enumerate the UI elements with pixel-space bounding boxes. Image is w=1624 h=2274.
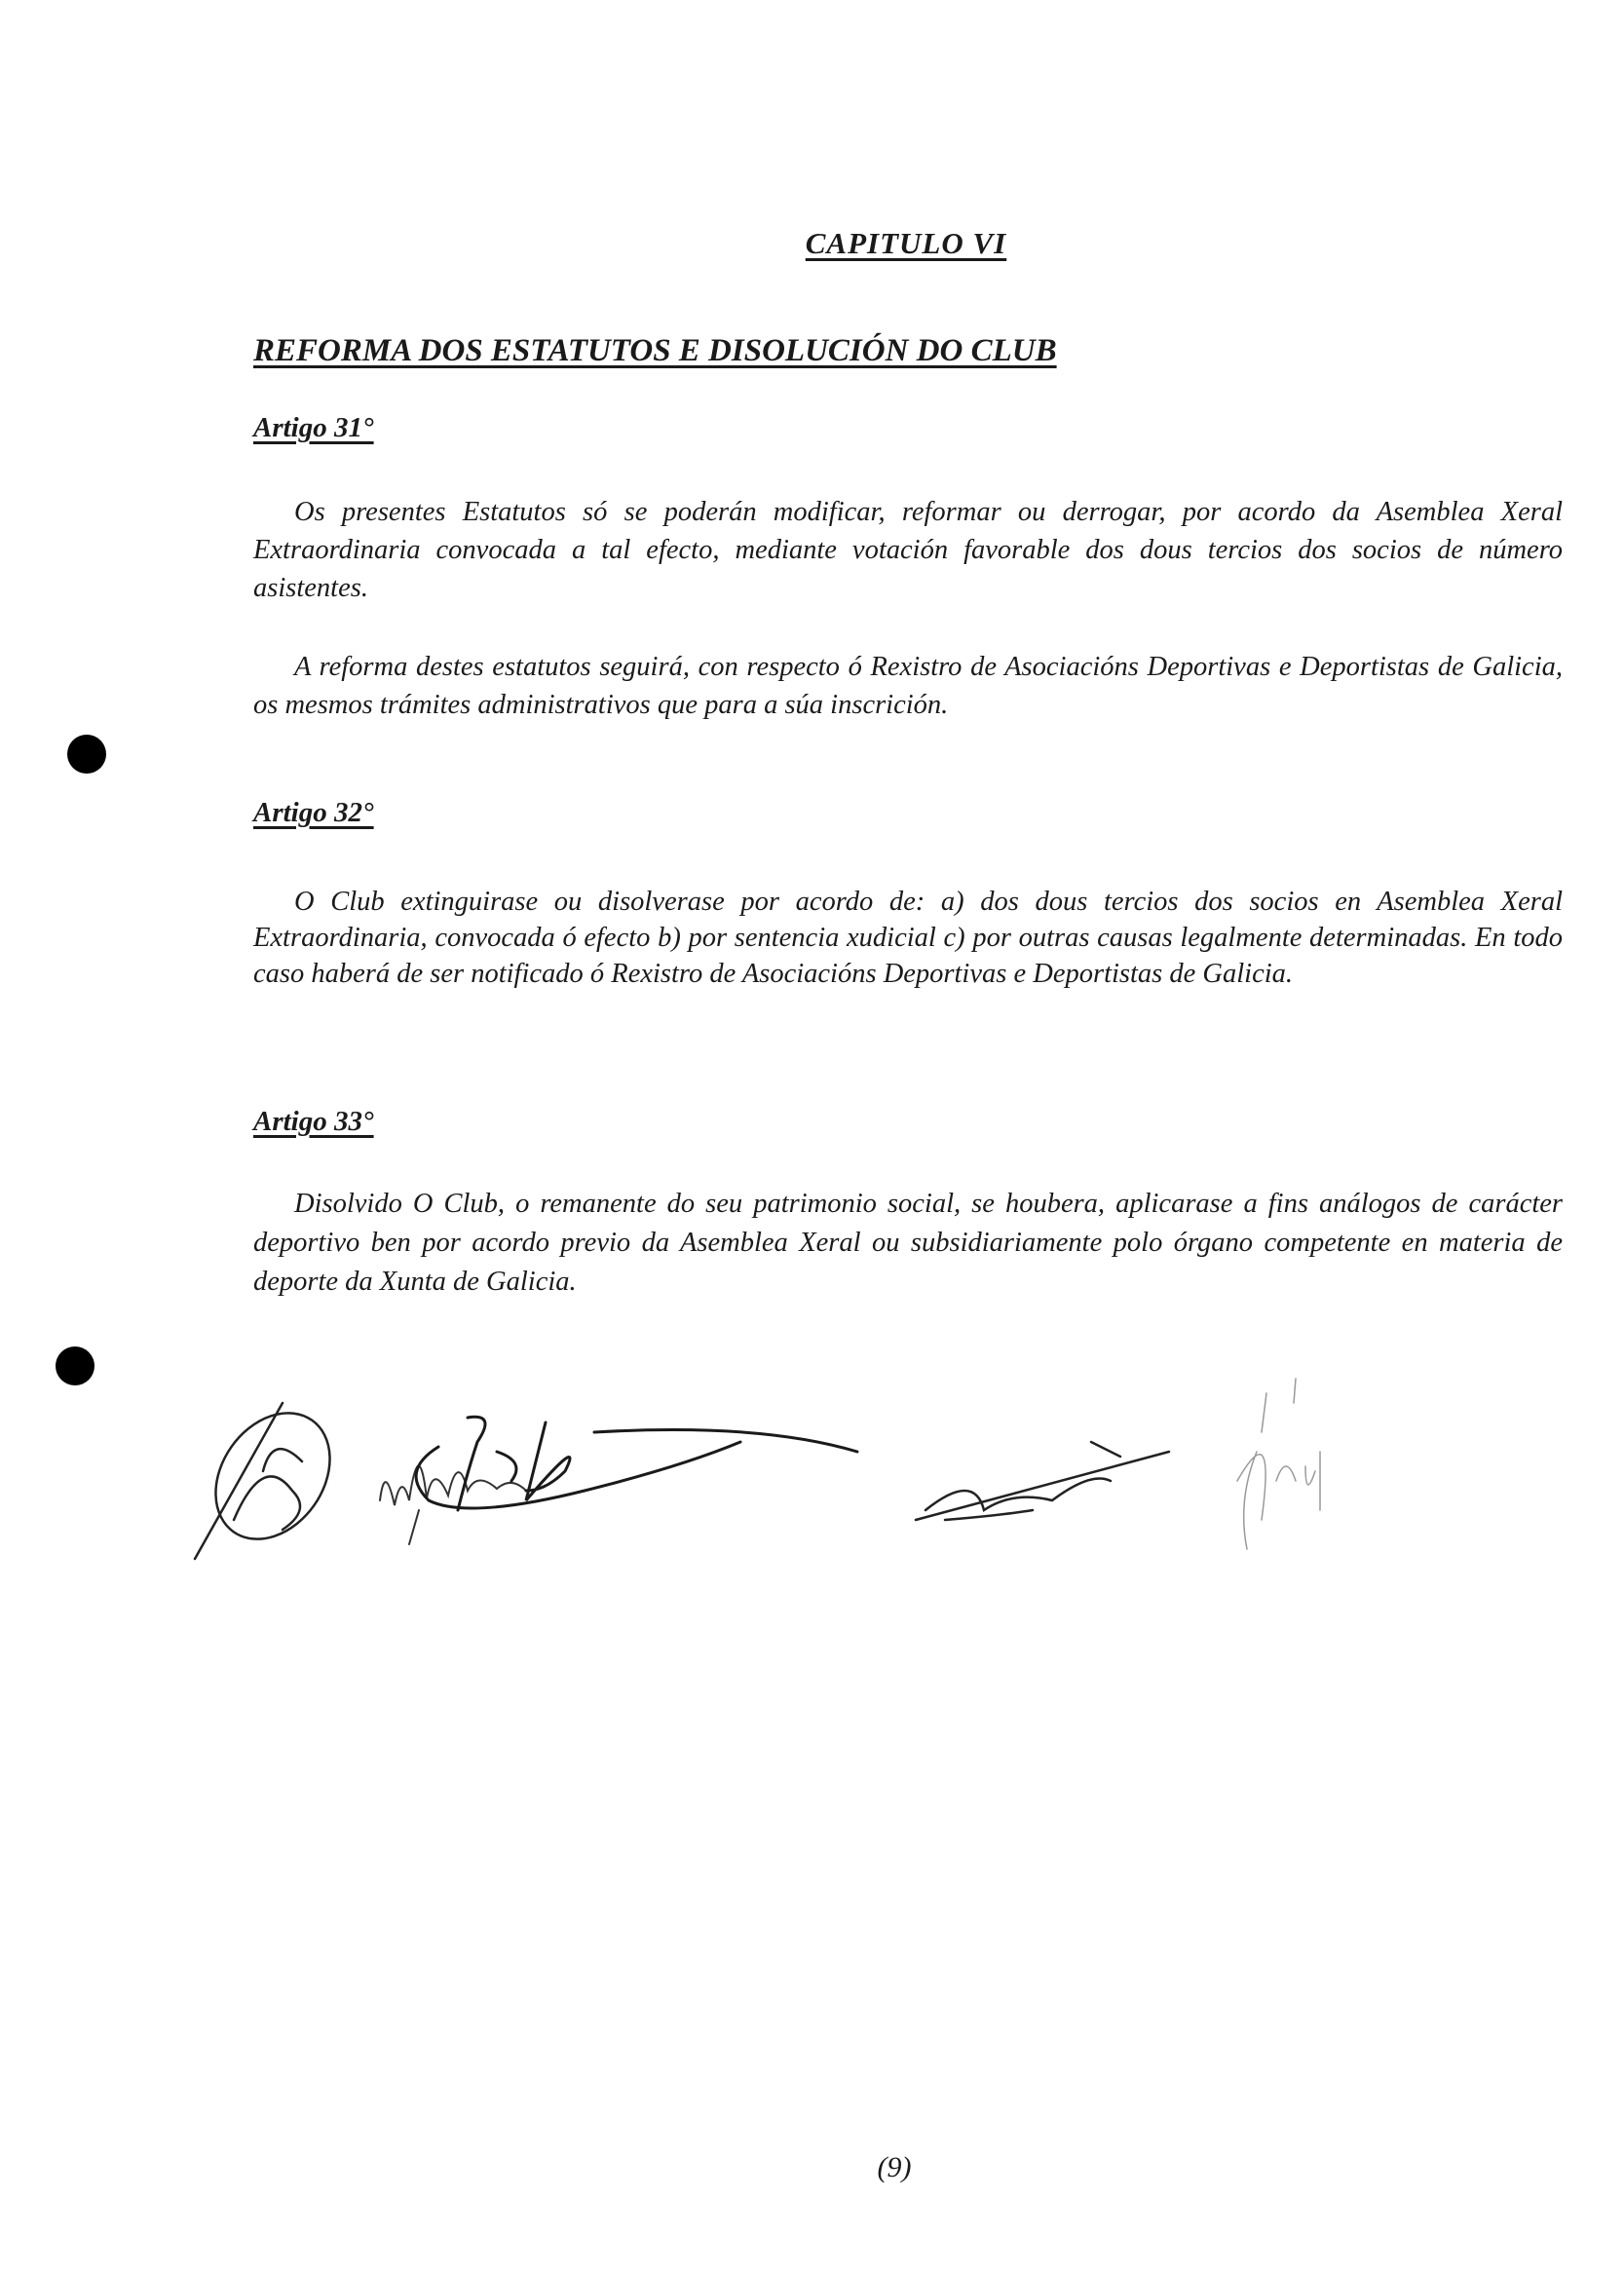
section-title: REFORMA DOS ESTATUTOS E DISOLUCIÓN DO CLUB [253,333,1057,368]
chapter-heading: CAPITULO VI [805,226,1007,260]
article-31-heading: Artigo 31° [253,412,374,443]
article-31-paragraph-1: Os presentes Estatutos só se poderán modificar, reformar ou derrogar, por acordo da Asemblea Xeral Extraordinaria convocada a tal efecto, mediante votación favorable dos dous tercios dos socios de número asistentes. [253,497,1563,603]
signature-1 [192,1391,353,1561]
punch-hole [67,735,106,774]
article-31-paragraph-2: A reforma destes estatutos seguirá, con respecto ó Rexistro de Asociacións Deportivas e Deportistas de Galicia, os mesmos trámites administrativos que para a súa inscrición. [253,652,1563,720]
article-33-heading: Artigo 33° [253,1106,374,1137]
page-number: (9) [877,2151,912,2183]
article-32-paragraph-1: O Club extinguirase ou disolverase por acordo de: a) dos dous tercios dos socios en Asemblea Xeral Extraordinaria, convocada ó efecto b) por sentencia xudicial c) por outras causas legalmente determinadas. En todo caso haberá de ser notificado ó Rexistro de Asociacións Deportivas e Deportistas de Galicia. [253,887,1563,989]
signatures [175,1374,1403,1588]
signature-4 [916,1442,1169,1520]
punch-hole [56,1346,94,1385]
signature-3 [416,1417,857,1510]
article-32-heading: Artigo 32° [253,797,374,828]
signature-5 [1237,1379,1320,1549]
article-33-paragraph-1: Disolvido O Club, o remanente do seu patrimonio social, se houbera, aplicarase a fins análogos de carácter deportivo ben por acordo previo da Asemblea Xeral ou subsidiariamente polo órgano competente en materia de deporte da Xunta de Galicia. [253,1189,1563,1297]
